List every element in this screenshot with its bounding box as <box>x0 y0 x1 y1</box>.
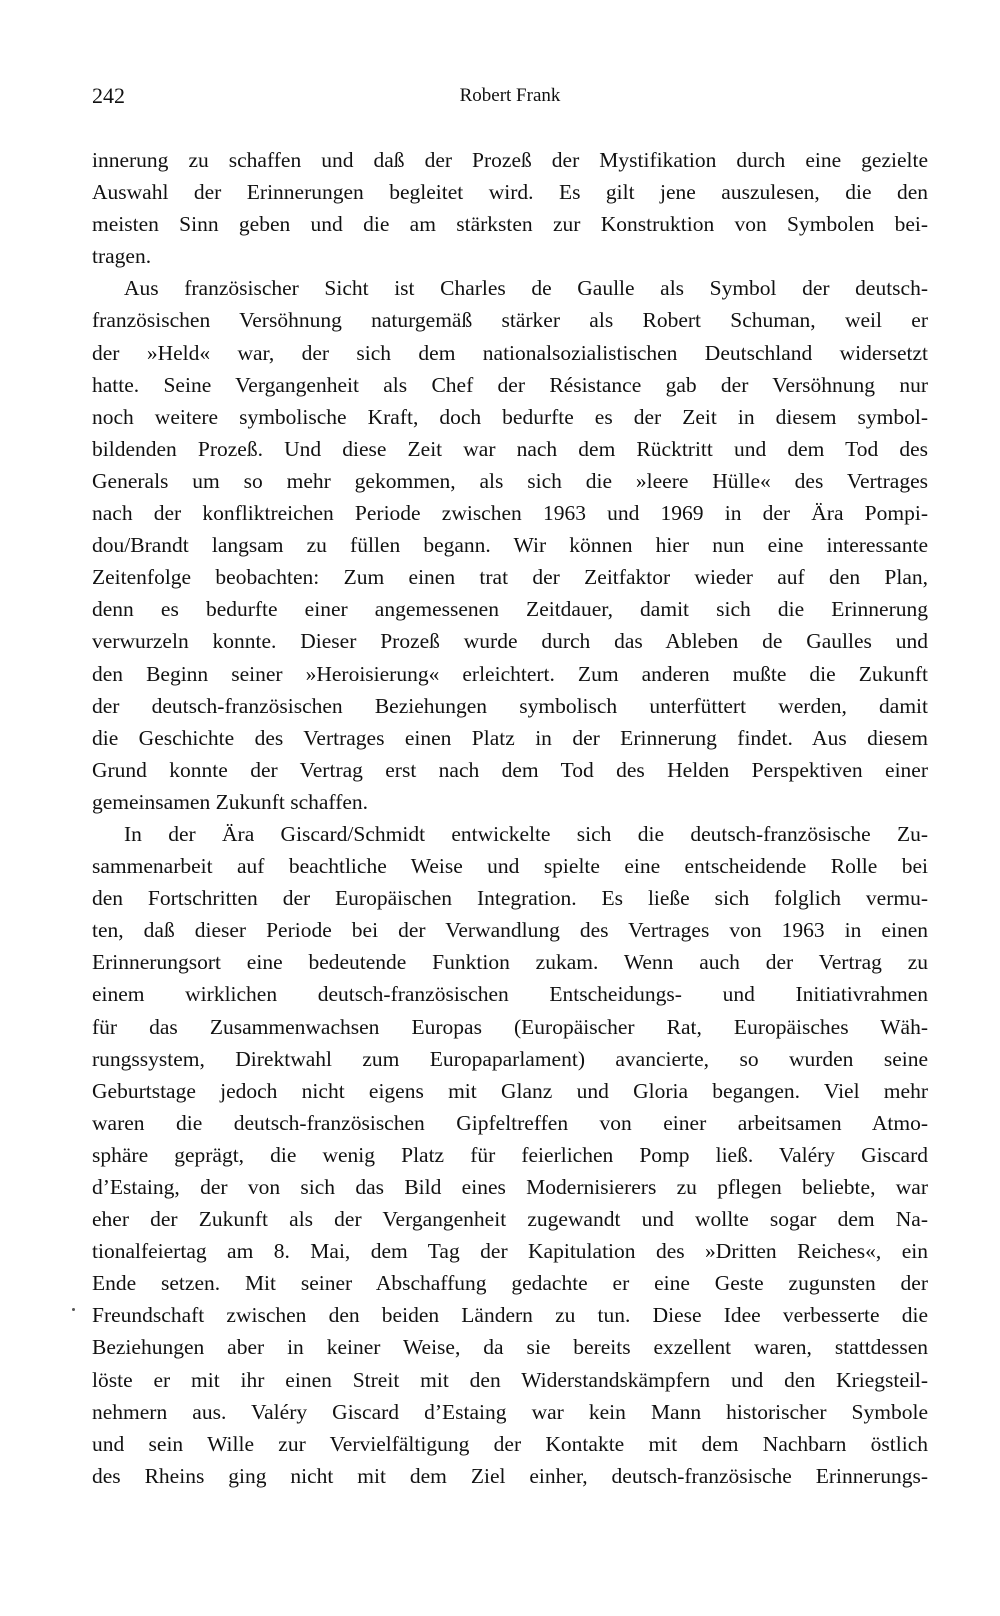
text-line: Generals um so mehr gekommen, als sich die »leere Hülle« des Vertrages <box>92 468 928 493</box>
text-line: dou/Brandt langsam zu füllen begann. Wir können hier nun eine interessante <box>92 533 928 558</box>
text-line: die Geschichte des Vertrages einen Platz in der Erinnerung findet. Aus diesem <box>92 725 928 750</box>
text-line: sammenarbeit auf beachtliche Weise und spielte eine entscheidende Rolle bei <box>92 854 928 879</box>
text-line: noch weitere symbolische Kraft, doch bedurfte es der Zeit in diesem symbol- <box>92 404 928 429</box>
text-line: Freundschaft zwischen den beiden Ländern zu tun. Diese Idee verbesserte die <box>92 1303 928 1328</box>
text-line: tragen. <box>92 244 152 269</box>
text-line: innerung zu schaffen und daß der Prozeß der Mystifikation durch eine gezielte <box>92 148 928 172</box>
text-line: einem wirklichen deutsch-französischen Entscheidungs- und Initiativrahmen <box>92 982 928 1007</box>
running-title: Robert Frank <box>459 85 561 106</box>
body-text <box>92 144 928 1492</box>
text-line: der »Held« war, der sich dem nationalsozialistischen Deutschland widersetzt <box>92 340 928 365</box>
text-line: gemeinsamen Zukunft schaffen. <box>92 789 369 814</box>
text-line: den Beginn seiner »Heroisierung« erleichtert. Zum anderen mußte die Zukunft <box>92 661 928 686</box>
text-line: bildenden Prozeß. Und diese Zeit war nach dem Rücktritt und dem Tod des <box>92 436 928 461</box>
text-line: ten, daß dieser Periode bei der Verwandlung des Vertrages von 1963 in einen <box>92 918 928 943</box>
text-line: und sein Wille zur Vervielfältigung der Kontakte mit dem Nachbarn östlich <box>92 1431 928 1456</box>
text-line: denn es bedurfte einer angemessenen Zeitdauer, damit sich die Erinnerung <box>92 597 928 622</box>
text-line: tionalfeiertag am 8. Mai, dem Tag der Kapitulation des »Dritten Reiches«, ein <box>92 1239 928 1264</box>
text-line: rungssystem, Direktwahl zum Europaparlament) avancierte, so wurden seine <box>92 1046 928 1071</box>
text-line: verwurzeln konnte. Dieser Prozeß wurde durch das Ableben de Gaulles und <box>92 629 928 654</box>
text-line: der deutsch-französischen Beziehungen symbolisch unterfüttert werden, damit <box>92 693 928 718</box>
text-line: löste er mit ihr einen Streit mit den Widerstandskämpfern und den Kriegsteil- <box>92 1367 928 1392</box>
text-line: In der Ära Giscard/Schmidt entwickelte sich die deutsch-französische Zu- <box>124 821 928 846</box>
text-line: Auswahl der Erinnerungen begleitet wird. Es gilt jene auszulesen, die den <box>92 180 928 205</box>
text-line: meisten Sinn geben und die am stärksten zur Konstruktion von Symbolen bei- <box>92 212 928 237</box>
text-line: Beziehungen aber in keiner Weise, da sie bereits exzellent waren, stattdessen <box>92 1335 928 1360</box>
text-line: eher der Zukunft als der Vergangenheit zugewandt und wollte sogar dem Na- <box>92 1207 928 1232</box>
text-line: Erinnerungsort eine bedeutende Funktion zukam. Wenn auch der Vertrag zu <box>92 950 928 975</box>
page-number: 242 <box>92 83 125 108</box>
text-line: Aus französischer Sicht ist Charles de Gaulle als Symbol der deutsch- <box>124 276 928 301</box>
margin-speck <box>72 1308 75 1311</box>
text-line: nach der konfliktreichen Periode zwischen 1963 und 1969 in der Ära Pompi- <box>92 501 928 526</box>
text-line: d’Estaing, der von sich das Bild eines Modernisierers zu pflegen beliebte, war <box>92 1175 928 1199</box>
text-line: sphäre geprägt, die wenig Platz für feierlichen Pomp ließ. Valéry Giscard <box>92 1142 928 1167</box>
text-line: den Fortschritten der Europäischen Integration. Es ließe sich folglich vermu- <box>92 886 928 911</box>
text-line: für das Zusammenwachsen Europas (Europäischer Rat, Europäisches Wäh- <box>92 1014 928 1039</box>
text-line: Geburtstage jedoch nicht eigens mit Glanz und Gloria begangen. Viel mehr <box>92 1078 928 1103</box>
text-line: hatte. Seine Vergangenheit als Chef der Résistance gab der Versöhnung nur <box>92 372 928 397</box>
text-line: des Rheins ging nicht mit dem Ziel einher, deutsch-französische Erinnerungs- <box>92 1463 928 1488</box>
text-line: Ende setzen. Mit seiner Abschaffung gedachte er eine Geste zugunsten der <box>92 1271 928 1296</box>
text-line: nehmern aus. Valéry Giscard d’Estaing war kein Mann historischer Symbole <box>92 1399 928 1424</box>
text-line: französischen Versöhnung naturgemäß stärker als Robert Schuman, weil er <box>92 308 928 333</box>
text-line: Zeitenfolge beobachten: Zum einen trat der Zeitfaktor wieder auf den Plan, <box>92 565 928 590</box>
page-header <box>92 80 928 112</box>
text-line: Grund konnte der Vertrag erst nach dem Tod des Helden Perspektiven einer <box>92 757 928 782</box>
text-line: waren die deutsch-französischen Gipfeltreffen von einer arbeitsamen Atmo- <box>92 1110 928 1135</box>
